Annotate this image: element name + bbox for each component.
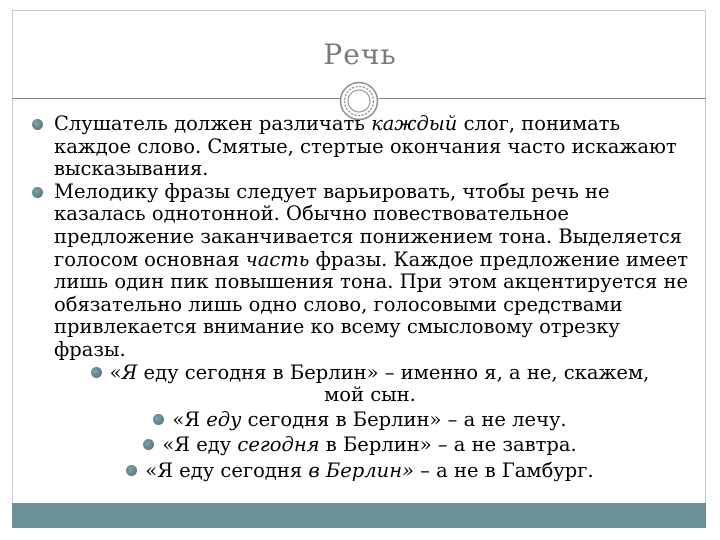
bullet-dot-icon (126, 465, 137, 476)
example-item (30, 362, 690, 407)
example-text: «Я еду сегодня в Берлин» – а не лечу. (172, 407, 567, 431)
bullet-text: Слушатель должен различать каждый слог, понимать каждое слово. Смятые, стертые окончания часто искажают высказывания. (54, 112, 677, 181)
slide-title: Речь (323, 38, 397, 71)
example-item (30, 460, 690, 483)
bullet-text: Мелодику фразы следует варьировать, чтобы речь не казалась однотонной. Обычно повествовательное предложение заканчивается понижением тона. Выделяется голосом основная часть фразы. Каждое предложение имеет лишь один пик повышения тона. При этом акцентируется не обязательно лишь одно слово, голосовыми средствами привлекается внимание ко всему смысловому отрезку фразы. (54, 179, 689, 361)
footer-bar (12, 503, 706, 528)
bullet-dot-icon (32, 187, 43, 198)
bullet-dot-icon (32, 119, 43, 130)
bullet-dot-icon (143, 439, 154, 450)
example-item (30, 434, 690, 457)
example-text: «Я еду сегодня в Берлин» – именно я, а не, скажем, мой сын. (109, 360, 650, 407)
example-text: «Я еду сегодня в Берлин» – а не завтра. (162, 433, 577, 457)
bullet-dot-icon (91, 367, 102, 378)
bullet-item (30, 113, 690, 181)
bullet-item (30, 181, 690, 362)
example-item (30, 409, 690, 432)
example-text: «Я еду сегодня в Берлин» – а не в Гамбург. (145, 458, 594, 482)
bullet-dot-icon (153, 414, 164, 425)
slide-content (30, 113, 690, 483)
